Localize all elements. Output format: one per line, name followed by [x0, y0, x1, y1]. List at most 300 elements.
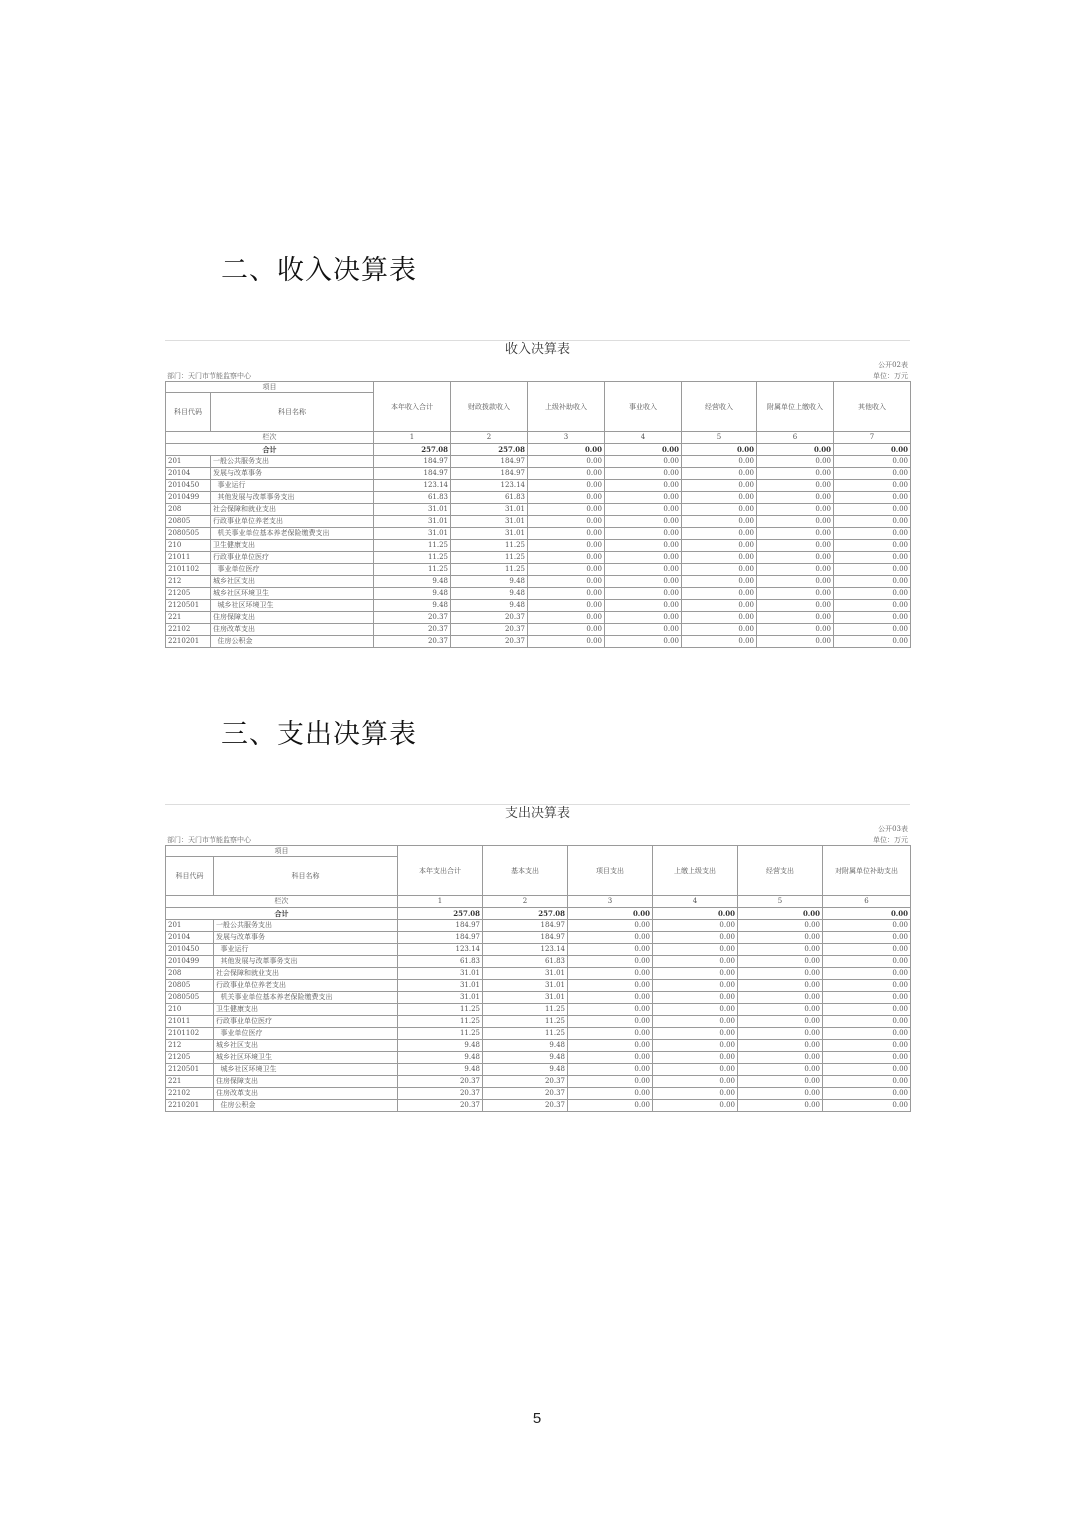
- account-code: 212: [166, 1040, 214, 1052]
- income-meta-row: [165, 370, 910, 381]
- amount-cell: 0.00: [568, 992, 653, 1004]
- amount-cell: 9.48: [451, 600, 528, 612]
- total-cell: 257.08: [398, 908, 483, 920]
- amount-cell: 0.00: [682, 528, 757, 540]
- amount-cell: 0.00: [757, 576, 834, 588]
- amount-cell: 0.00: [757, 528, 834, 540]
- amount-cell: 0.00: [738, 1040, 823, 1052]
- amount-cell: 20.37: [483, 1088, 568, 1100]
- amount-cell: 123.14: [451, 480, 528, 492]
- amount-cell: 0.00: [738, 1028, 823, 1040]
- account-name: 住房改革支出: [211, 624, 374, 636]
- amount-cell: 0.00: [757, 456, 834, 468]
- amount-cell: 0.00: [528, 468, 605, 480]
- amount-cell: 0.00: [568, 968, 653, 980]
- section-heading-income: 二、收入决算表: [221, 255, 417, 286]
- total-label: 合计: [166, 908, 398, 920]
- amount-cell: 0.00: [682, 552, 757, 564]
- amount-cell: 9.48: [398, 1052, 483, 1064]
- amount-cell: 0.00: [528, 576, 605, 588]
- table-row: [166, 1028, 911, 1040]
- amount-cell: 0.00: [738, 1064, 823, 1076]
- amount-cell: 0.00: [682, 492, 757, 504]
- amount-cell: 0.00: [568, 1040, 653, 1052]
- lanci-row: [166, 896, 911, 908]
- amount-cell: 31.01: [451, 516, 528, 528]
- amount-cell: 0.00: [682, 624, 757, 636]
- account-code: 201: [166, 920, 214, 932]
- total-cell: 0.00: [568, 908, 653, 920]
- amount-cell: 0.00: [605, 612, 682, 624]
- account-code: 2210201: [166, 636, 211, 648]
- account-name: 城乡社区环境卫生: [211, 600, 374, 612]
- amount-cell: 11.25: [398, 1016, 483, 1028]
- amount-cell: 0.00: [757, 492, 834, 504]
- amount-cell: 31.01: [398, 968, 483, 980]
- account-code: 2120501: [166, 1064, 214, 1076]
- income-hdr-name: 科目名称: [211, 393, 374, 432]
- account-name: 住房公积金: [211, 636, 374, 648]
- income-col-header: 上级补助收入: [528, 382, 605, 432]
- amount-cell: 31.01: [451, 504, 528, 516]
- amount-cell: 184.97: [483, 932, 568, 944]
- table-row: [166, 516, 911, 528]
- amount-cell: 31.01: [483, 992, 568, 1004]
- amount-cell: 184.97: [398, 932, 483, 944]
- amount-cell: 0.00: [738, 932, 823, 944]
- account-name: 事业运行: [211, 480, 374, 492]
- account-name: 一般公共服务支出: [214, 920, 398, 932]
- table-row: [166, 492, 911, 504]
- account-code: 221: [166, 1076, 214, 1088]
- amount-cell: 11.25: [451, 552, 528, 564]
- account-name: 机关事业单位基本养老保险缴费支出: [211, 528, 374, 540]
- table-row: [166, 468, 911, 480]
- amount-cell: 61.83: [398, 956, 483, 968]
- account-code: 210: [166, 540, 211, 552]
- total-cell: 0.00: [757, 444, 834, 456]
- amount-cell: 0.00: [568, 1076, 653, 1088]
- total-cell: 0.00: [823, 908, 911, 920]
- amount-cell: 0.00: [834, 504, 911, 516]
- amount-cell: 0.00: [682, 588, 757, 600]
- account-name: 卫生健康支出: [214, 1004, 398, 1016]
- amount-cell: 184.97: [398, 920, 483, 932]
- account-name: 事业单位医疗: [211, 564, 374, 576]
- amount-cell: 0.00: [605, 480, 682, 492]
- amount-cell: 9.48: [374, 600, 451, 612]
- amount-cell: 0.00: [568, 944, 653, 956]
- amount-cell: 0.00: [823, 1004, 911, 1016]
- amount-cell: 0.00: [834, 468, 911, 480]
- account-code: 2101102: [166, 564, 211, 576]
- account-name: 行政事业单位养老支出: [214, 980, 398, 992]
- col-number: 3: [528, 432, 605, 444]
- table-row: [166, 1052, 911, 1064]
- expense-dept: 部门：天门市节能监察中心: [167, 836, 251, 844]
- amount-cell: 0.00: [738, 1100, 823, 1112]
- amount-cell: 0.00: [834, 612, 911, 624]
- amount-cell: 0.00: [528, 504, 605, 516]
- account-code: 20104: [166, 932, 214, 944]
- amount-cell: 0.00: [834, 600, 911, 612]
- amount-cell: 0.00: [757, 516, 834, 528]
- account-name: 行政事业单位医疗: [211, 552, 374, 564]
- amount-cell: 0.00: [682, 540, 757, 552]
- amount-cell: 0.00: [605, 636, 682, 648]
- amount-cell: 9.48: [398, 1040, 483, 1052]
- amount-cell: 20.37: [483, 1076, 568, 1088]
- account-code: 20805: [166, 516, 211, 528]
- amount-cell: 0.00: [757, 504, 834, 516]
- amount-cell: 0.00: [653, 968, 738, 980]
- expense-col-header: 基本支出: [483, 846, 568, 896]
- amount-cell: 0.00: [653, 992, 738, 1004]
- lanci-row: [166, 432, 911, 444]
- amount-cell: 11.25: [398, 1028, 483, 1040]
- amount-cell: 0.00: [823, 1028, 911, 1040]
- table-row: [166, 576, 911, 588]
- expense-col-header: 项目支出: [568, 846, 653, 896]
- amount-cell: 0.00: [834, 588, 911, 600]
- amount-cell: 31.01: [451, 528, 528, 540]
- amount-cell: 20.37: [374, 636, 451, 648]
- expense-table-block: [165, 804, 910, 1112]
- account-name: 行政事业单位养老支出: [211, 516, 374, 528]
- total-label: 合计: [166, 444, 374, 456]
- amount-cell: 0.00: [834, 540, 911, 552]
- amount-cell: 0.00: [528, 492, 605, 504]
- amount-cell: 0.00: [605, 504, 682, 516]
- amount-cell: 0.00: [738, 1016, 823, 1028]
- amount-cell: 0.00: [834, 636, 911, 648]
- amount-cell: 0.00: [653, 1004, 738, 1016]
- amount-cell: 0.00: [834, 492, 911, 504]
- col-number: 1: [374, 432, 451, 444]
- amount-cell: 0.00: [653, 1040, 738, 1052]
- income-col-header: 财政拨款收入: [451, 382, 528, 432]
- amount-cell: 0.00: [834, 576, 911, 588]
- amount-cell: 0.00: [605, 576, 682, 588]
- amount-cell: 9.48: [374, 588, 451, 600]
- amount-cell: 0.00: [823, 992, 911, 1004]
- amount-cell: 0.00: [757, 636, 834, 648]
- amount-cell: 0.00: [834, 552, 911, 564]
- table-row: [166, 980, 911, 992]
- table-row: [166, 636, 911, 648]
- amount-cell: 0.00: [757, 540, 834, 552]
- account-name: 城乡社区支出: [211, 576, 374, 588]
- income-hdr-code: 科目代码: [166, 393, 211, 432]
- amount-cell: 184.97: [451, 456, 528, 468]
- table-row: [166, 624, 911, 636]
- income-table-block: [165, 340, 910, 648]
- page-number: 5: [532, 1410, 542, 1427]
- amount-cell: 0.00: [738, 968, 823, 980]
- amount-cell: 0.00: [738, 944, 823, 956]
- account-code: 208: [166, 504, 211, 516]
- amount-cell: 0.00: [568, 1016, 653, 1028]
- account-name: 行政事业单位医疗: [214, 1016, 398, 1028]
- amount-cell: 184.97: [374, 468, 451, 480]
- col-number: 5: [682, 432, 757, 444]
- col-number: 6: [757, 432, 834, 444]
- amount-cell: 0.00: [528, 516, 605, 528]
- account-name: 机关事业单位基本养老保险缴费支出: [214, 992, 398, 1004]
- amount-cell: 31.01: [374, 516, 451, 528]
- total-cell: 0.00: [834, 444, 911, 456]
- income-hdr-item: 项目: [166, 382, 374, 393]
- amount-cell: 31.01: [398, 980, 483, 992]
- amount-cell: 61.83: [374, 492, 451, 504]
- table-row: [166, 564, 911, 576]
- expense-hdr-name: 科目名称: [214, 857, 398, 896]
- table-row: [166, 944, 911, 956]
- amount-cell: 0.00: [682, 468, 757, 480]
- amount-cell: 0.00: [738, 1004, 823, 1016]
- amount-cell: 9.48: [451, 588, 528, 600]
- amount-cell: 0.00: [738, 956, 823, 968]
- table-row: [166, 528, 911, 540]
- income-col-header: 事业收入: [605, 382, 682, 432]
- income-table: [165, 381, 911, 648]
- account-code: 20104: [166, 468, 211, 480]
- amount-cell: 0.00: [757, 612, 834, 624]
- amount-cell: 0.00: [528, 540, 605, 552]
- amount-cell: 0.00: [568, 956, 653, 968]
- amount-cell: 0.00: [605, 468, 682, 480]
- amount-cell: 0.00: [568, 920, 653, 932]
- account-code: 21205: [166, 1052, 214, 1064]
- amount-cell: 11.25: [374, 540, 451, 552]
- amount-cell: 0.00: [653, 1028, 738, 1040]
- expense-unit: 单位：万元: [873, 836, 908, 844]
- amount-cell: 0.00: [823, 1052, 911, 1064]
- amount-cell: 11.25: [451, 540, 528, 552]
- lanci-label: 栏次: [166, 896, 398, 908]
- amount-cell: 0.00: [682, 456, 757, 468]
- amount-cell: 0.00: [528, 588, 605, 600]
- account-name: 城乡社区环境卫生: [214, 1052, 398, 1064]
- amount-cell: 0.00: [653, 932, 738, 944]
- amount-cell: 0.00: [528, 600, 605, 612]
- expense-col-header: 经营支出: [738, 846, 823, 896]
- table-row: [166, 1040, 911, 1052]
- amount-cell: 9.48: [451, 576, 528, 588]
- amount-cell: 0.00: [528, 612, 605, 624]
- amount-cell: 9.48: [483, 1064, 568, 1076]
- amount-cell: 31.01: [374, 504, 451, 516]
- amount-cell: 11.25: [374, 552, 451, 564]
- amount-cell: 0.00: [757, 480, 834, 492]
- income-unit: 单位：万元: [873, 372, 908, 380]
- expense-col-header: 本年支出合计: [398, 846, 483, 896]
- amount-cell: 0.00: [605, 456, 682, 468]
- amount-cell: 20.37: [451, 624, 528, 636]
- amount-cell: 0.00: [605, 600, 682, 612]
- amount-cell: 20.37: [374, 612, 451, 624]
- amount-cell: 0.00: [568, 1088, 653, 1100]
- amount-cell: 20.37: [398, 1076, 483, 1088]
- amount-cell: 0.00: [568, 1028, 653, 1040]
- amount-cell: 0.00: [653, 1088, 738, 1100]
- amount-cell: 20.37: [451, 636, 528, 648]
- account-name: 其他发展与改革事务支出: [211, 492, 374, 504]
- account-name: 事业单位医疗: [214, 1028, 398, 1040]
- amount-cell: 0.00: [528, 636, 605, 648]
- account-code: 2080505: [166, 992, 214, 1004]
- amount-cell: 61.83: [451, 492, 528, 504]
- account-code: 2120501: [166, 600, 211, 612]
- table-row: [166, 456, 911, 468]
- table-row: [166, 1064, 911, 1076]
- total-cell: 257.08: [451, 444, 528, 456]
- amount-cell: 0.00: [823, 1088, 911, 1100]
- amount-cell: 0.00: [682, 636, 757, 648]
- amount-cell: 0.00: [738, 1088, 823, 1100]
- amount-cell: 0.00: [653, 956, 738, 968]
- table-row: [166, 540, 911, 552]
- amount-cell: 0.00: [834, 480, 911, 492]
- amount-cell: 0.00: [823, 932, 911, 944]
- total-cell: 257.08: [374, 444, 451, 456]
- account-code: 221: [166, 612, 211, 624]
- account-name: 城乡社区环境卫生: [214, 1064, 398, 1076]
- expense-form-no-row: [165, 823, 910, 834]
- amount-cell: 0.00: [605, 564, 682, 576]
- col-number: 5: [738, 896, 823, 908]
- income-form-no-row: [165, 359, 910, 370]
- amount-cell: 0.00: [605, 528, 682, 540]
- amount-cell: 0.00: [682, 504, 757, 516]
- amount-cell: 123.14: [374, 480, 451, 492]
- amount-cell: 184.97: [483, 920, 568, 932]
- amount-cell: 20.37: [398, 1088, 483, 1100]
- amount-cell: 0.00: [568, 1100, 653, 1112]
- amount-cell: 0.00: [738, 1052, 823, 1064]
- account-name: 住房保障支出: [211, 612, 374, 624]
- account-name: 发展与改革事务: [211, 468, 374, 480]
- income-col-header: 经营收入: [682, 382, 757, 432]
- amount-cell: 20.37: [451, 612, 528, 624]
- amount-cell: 0.00: [757, 564, 834, 576]
- amount-cell: 123.14: [483, 944, 568, 956]
- amount-cell: 0.00: [605, 552, 682, 564]
- table-row: [166, 956, 911, 968]
- amount-cell: 0.00: [568, 932, 653, 944]
- amount-cell: 11.25: [374, 564, 451, 576]
- expense-table-title: 支出决算表: [165, 804, 910, 823]
- table-row: [166, 1088, 911, 1100]
- account-name: 一般公共服务支出: [211, 456, 374, 468]
- amount-cell: 0.00: [682, 564, 757, 576]
- table-row: [166, 1016, 911, 1028]
- amount-cell: 0.00: [834, 624, 911, 636]
- account-name: 事业运行: [214, 944, 398, 956]
- total-cell: 257.08: [483, 908, 568, 920]
- table-row: [166, 588, 911, 600]
- amount-cell: 0.00: [823, 920, 911, 932]
- income-table-title: 收入决算表: [165, 340, 910, 359]
- expense-hdr-code: 科目代码: [166, 857, 214, 896]
- account-name: 城乡社区支出: [214, 1040, 398, 1052]
- amount-cell: 0.00: [653, 1016, 738, 1028]
- amount-cell: 20.37: [398, 1100, 483, 1112]
- account-name: 卫生健康支出: [211, 540, 374, 552]
- amount-cell: 0.00: [757, 588, 834, 600]
- amount-cell: 0.00: [834, 456, 911, 468]
- account-code: 2080505: [166, 528, 211, 540]
- amount-cell: 0.00: [738, 992, 823, 1004]
- account-code: 21011: [166, 552, 211, 564]
- amount-cell: 0.00: [528, 552, 605, 564]
- amount-cell: 0.00: [757, 468, 834, 480]
- amount-cell: 61.83: [483, 956, 568, 968]
- amount-cell: 31.01: [483, 980, 568, 992]
- table-row: [166, 504, 911, 516]
- account-name: 社会保障和就业支出: [211, 504, 374, 516]
- amount-cell: 0.00: [653, 1064, 738, 1076]
- account-code: 201: [166, 456, 211, 468]
- account-code: 2210201: [166, 1100, 214, 1112]
- amount-cell: 0.00: [528, 480, 605, 492]
- account-name: 住房改革支出: [214, 1088, 398, 1100]
- amount-cell: 0.00: [823, 956, 911, 968]
- amount-cell: 11.25: [483, 1016, 568, 1028]
- account-name: 住房公积金: [214, 1100, 398, 1112]
- table-row: [166, 920, 911, 932]
- amount-cell: 0.00: [605, 492, 682, 504]
- account-code: 20805: [166, 980, 214, 992]
- account-code: 2101102: [166, 1028, 214, 1040]
- table-row: [166, 480, 911, 492]
- amount-cell: 0.00: [757, 600, 834, 612]
- amount-cell: 0.00: [653, 1076, 738, 1088]
- amount-cell: 0.00: [568, 1004, 653, 1016]
- expense-col-header: 上缴上级支出: [653, 846, 738, 896]
- amount-cell: 0.00: [823, 968, 911, 980]
- account-code: 2010499: [166, 956, 214, 968]
- expense-form-no: 公开03表: [878, 825, 908, 833]
- account-code: 208: [166, 968, 214, 980]
- account-code: 2010499: [166, 492, 211, 504]
- income-col-header: 其他收入: [834, 382, 911, 432]
- amount-cell: 0.00: [605, 516, 682, 528]
- amount-cell: 31.01: [398, 992, 483, 1004]
- account-code: 21011: [166, 1016, 214, 1028]
- amount-cell: 0.00: [738, 980, 823, 992]
- table-row: [166, 612, 911, 624]
- amount-cell: 0.00: [757, 624, 834, 636]
- amount-cell: 20.37: [374, 624, 451, 636]
- account-name: 住房保障支出: [214, 1076, 398, 1088]
- income-col-header: 本年收入合计: [374, 382, 451, 432]
- account-code: 21205: [166, 588, 211, 600]
- amount-cell: 0.00: [682, 516, 757, 528]
- amount-cell: 0.00: [738, 920, 823, 932]
- account-code: 22102: [166, 1088, 214, 1100]
- amount-cell: 0.00: [823, 944, 911, 956]
- amount-cell: 0.00: [682, 576, 757, 588]
- expense-table: [165, 845, 911, 1112]
- lanci-label: 栏次: [166, 432, 374, 444]
- expense-col-header: 对附属单位补助支出: [823, 846, 911, 896]
- amount-cell: 9.48: [483, 1040, 568, 1052]
- amount-cell: 0.00: [605, 540, 682, 552]
- amount-cell: 0.00: [682, 600, 757, 612]
- amount-cell: 0.00: [834, 528, 911, 540]
- amount-cell: 0.00: [528, 624, 605, 636]
